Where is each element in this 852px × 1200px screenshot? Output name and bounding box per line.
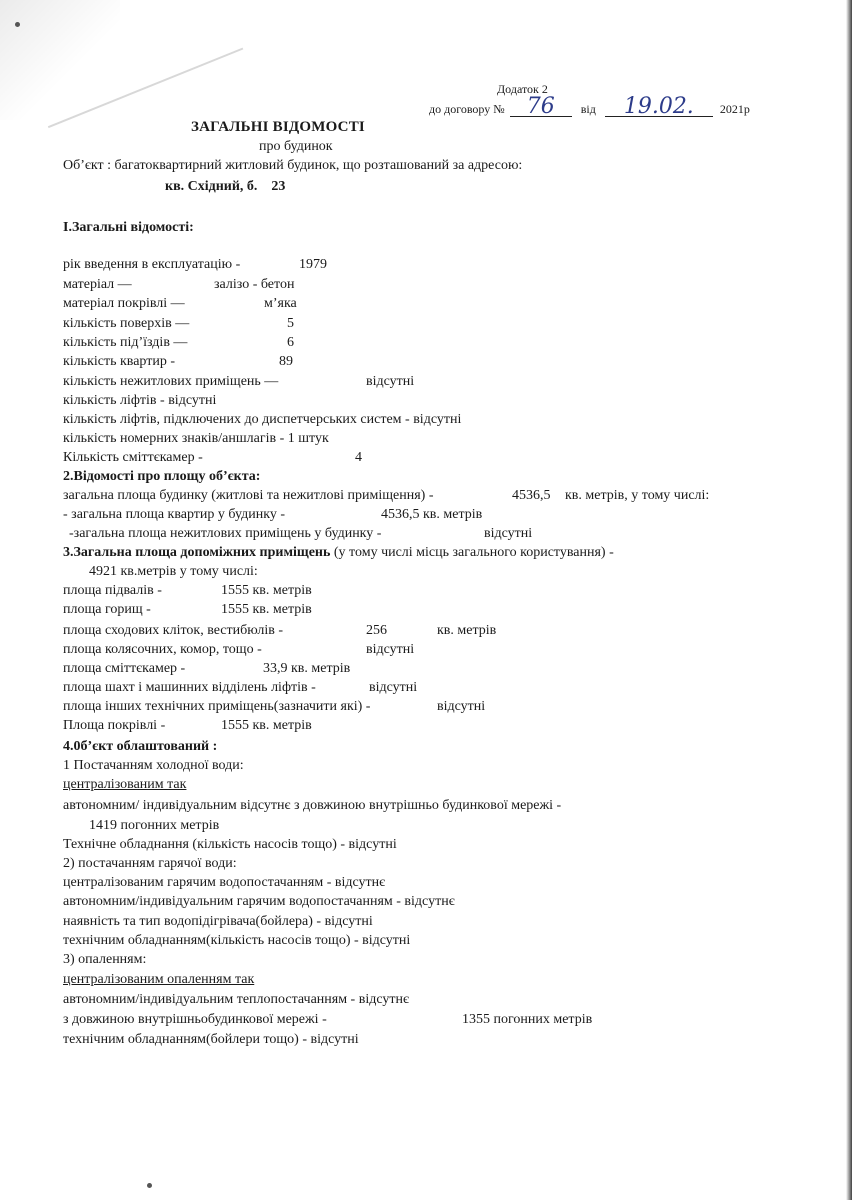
row-strollers-value: відсутні — [366, 642, 415, 657]
row-garbage-area-value: 33,9 кв. метрів — [263, 661, 351, 676]
row-attics-value: 1555 кв. метрів — [221, 602, 312, 617]
row-nonresidential-label: кількість нежитлових приміщень — — [63, 374, 279, 389]
row-total-area-label: загальна площа будинку (житлові та нежитлові приміщення) - — [63, 488, 434, 503]
row-heating-equipment: технічним обладнанням(бойлери тощо) - відсутні — [63, 1032, 359, 1047]
row-cold-equipment: Технічне обладнання (кількість насосів тощо) - відсутні — [63, 837, 397, 852]
row-cold-length: 1419 погонних метрів — [89, 818, 220, 833]
section3-heading — [63, 544, 614, 562]
row-technical-label: площа інших технічних приміщень(зазначити які) - — [63, 699, 371, 714]
row-aux-total: 4921 кв.метрів у тому числі: — [89, 564, 258, 579]
row-shafts-value: відсутні — [369, 680, 418, 695]
row-entrances-label: кількість під’їздів — — [63, 335, 188, 350]
object-address — [165, 179, 285, 195]
row-total-area-unit: кв. метрів, у тому числі: — [565, 488, 710, 503]
section1-heading: I.Загальні відомості: — [63, 220, 194, 235]
address-number: 23 — [271, 179, 286, 194]
scan-speck — [147, 1183, 152, 1188]
row-garbage-area-label: площа сміттєкамер - — [63, 661, 186, 676]
row-hot-water-heading: 2) постачанням гарячої води: — [63, 856, 237, 871]
row-material-value: залізо - бетон — [214, 277, 295, 292]
row-strollers-label: площа колясочних, комор, тощо - — [63, 642, 262, 657]
row-heating-autonomous: автономним/індивідуальним теплопостачанням - відсутнє — [63, 992, 409, 1007]
row-floors-label: кількість поверхів — — [63, 316, 190, 331]
row-nonresidential-value: відсутні — [366, 374, 415, 389]
row-nonresidential-area-value: відсутні — [484, 526, 533, 541]
row-hot-boiler: наявність та тип водопідігрівача(бойлера) - відсутні — [63, 914, 373, 929]
handwritten-contract-date: 19.02. — [605, 98, 713, 117]
section3-heading-rest: (у тому числі місць загального користування) - — [330, 545, 614, 560]
row-shafts-label: площа шахт і машинних відділень ліфтів - — [63, 680, 316, 695]
row-stairs-label: площа сходових кліток, вестибюлів - — [63, 623, 284, 638]
addendum-label: Додаток 2 — [497, 82, 548, 96]
row-basements-label: площа підвалів - — [63, 583, 162, 598]
row-elevators-dispatch: кількість ліфтів, підключених до диспетчерських систем - відсутні — [63, 412, 462, 427]
row-heating-length-value: 1355 погонних метрів — [462, 1012, 593, 1027]
row-stairs-value: 256 — [366, 623, 387, 638]
row-cold-central: централізованим так — [63, 777, 187, 792]
date-prefix: від — [580, 102, 596, 116]
row-total-area-value: 4536,5 — [512, 488, 551, 503]
scan-right-edge — [846, 0, 852, 1200]
row-year-label: рік введення в експлуатацію - — [63, 257, 241, 272]
address-separator: , б. — [239, 179, 258, 194]
row-elevators: кількість ліфтів - відсутні — [63, 393, 217, 408]
scan-corner-shadow — [0, 0, 120, 120]
row-hot-equipment: технічним обладнанням(кількість насосів тощо) - відсутні — [63, 933, 411, 948]
row-entrances-value: 6 — [287, 335, 294, 350]
row-year-value: 1979 — [299, 257, 327, 272]
object-description: Об’єкт : багатоквартирний житловий будинок, що розташований за адресою: — [63, 158, 523, 173]
row-garbage-chambers-label: Кількість сміттєкамер - — [63, 450, 203, 465]
row-roof-area-label: Площа покрівлі - — [63, 718, 166, 733]
row-heating-heading: 3) опаленням: — [63, 952, 147, 967]
row-hot-autonomous: автономним/індивідуальним гарячим водопостачанням - відсутнє — [63, 894, 455, 909]
scan-speck — [15, 22, 20, 27]
row-number-signs: кількість номерних знаків/аншлагів - 1 штук — [63, 431, 329, 446]
address-street: кв. Східний — [165, 179, 240, 194]
section3-heading-bold: 3.Загальна площа допоміжних приміщень — [63, 545, 331, 560]
row-cold-autonomous: автономним/ індивідуальним відсутнє з довжиною внутрішньо будинкової мережі - — [63, 798, 562, 813]
contract-year: 2021р — [719, 102, 750, 116]
row-stairs-unit: кв. метрів — [437, 623, 497, 638]
row-roof-material-value: м’яка — [264, 296, 297, 311]
row-material-label: матеріал — — [63, 277, 132, 292]
row-basements-value: 1555 кв. метрів — [221, 583, 312, 598]
row-heating-length-label: з довжиною внутрішньобудинкової мережі - — [63, 1012, 327, 1027]
section2-heading: 2.Відомості про площу об’єкта: — [63, 469, 261, 484]
row-hot-central: централізованим гарячим водопостачанням - відсутнє — [63, 875, 386, 890]
row-apartments-label: кількість квартир - — [63, 354, 175, 369]
row-apartments-area-label: - загальна площа квартир у будинку - — [63, 507, 285, 522]
document-title: ЗАГАЛЬНІ ВІДОМОСТІ — [191, 119, 365, 135]
row-attics-label: площа горищ - — [63, 602, 151, 617]
row-heating-central: централізованим опаленням так — [63, 972, 255, 987]
contract-reference — [429, 94, 750, 119]
contract-prefix: до договору № — [429, 102, 505, 116]
row-garbage-chambers-value: 4 — [355, 450, 362, 465]
document-subtitle: про будинок — [259, 139, 333, 154]
row-roof-material-label: матеріал покрівлі — — [63, 296, 185, 311]
row-technical-value: відсутні — [437, 699, 486, 714]
handwritten-contract-number: 76 — [510, 98, 572, 117]
row-floors-value: 5 — [287, 316, 294, 331]
row-roof-area-value: 1555 кв. метрів — [221, 718, 312, 733]
row-apartments-value: 89 — [279, 354, 293, 369]
row-nonresidential-area-label: -загальна площа нежитлових приміщень у будинку - — [69, 526, 382, 541]
section4-heading: 4.0б’єкт облаштований : — [63, 739, 218, 754]
row-cold-water-heading: 1 Постачанням холодної води: — [63, 758, 244, 773]
row-apartments-area-value: 4536,5 кв. метрів — [381, 507, 483, 522]
